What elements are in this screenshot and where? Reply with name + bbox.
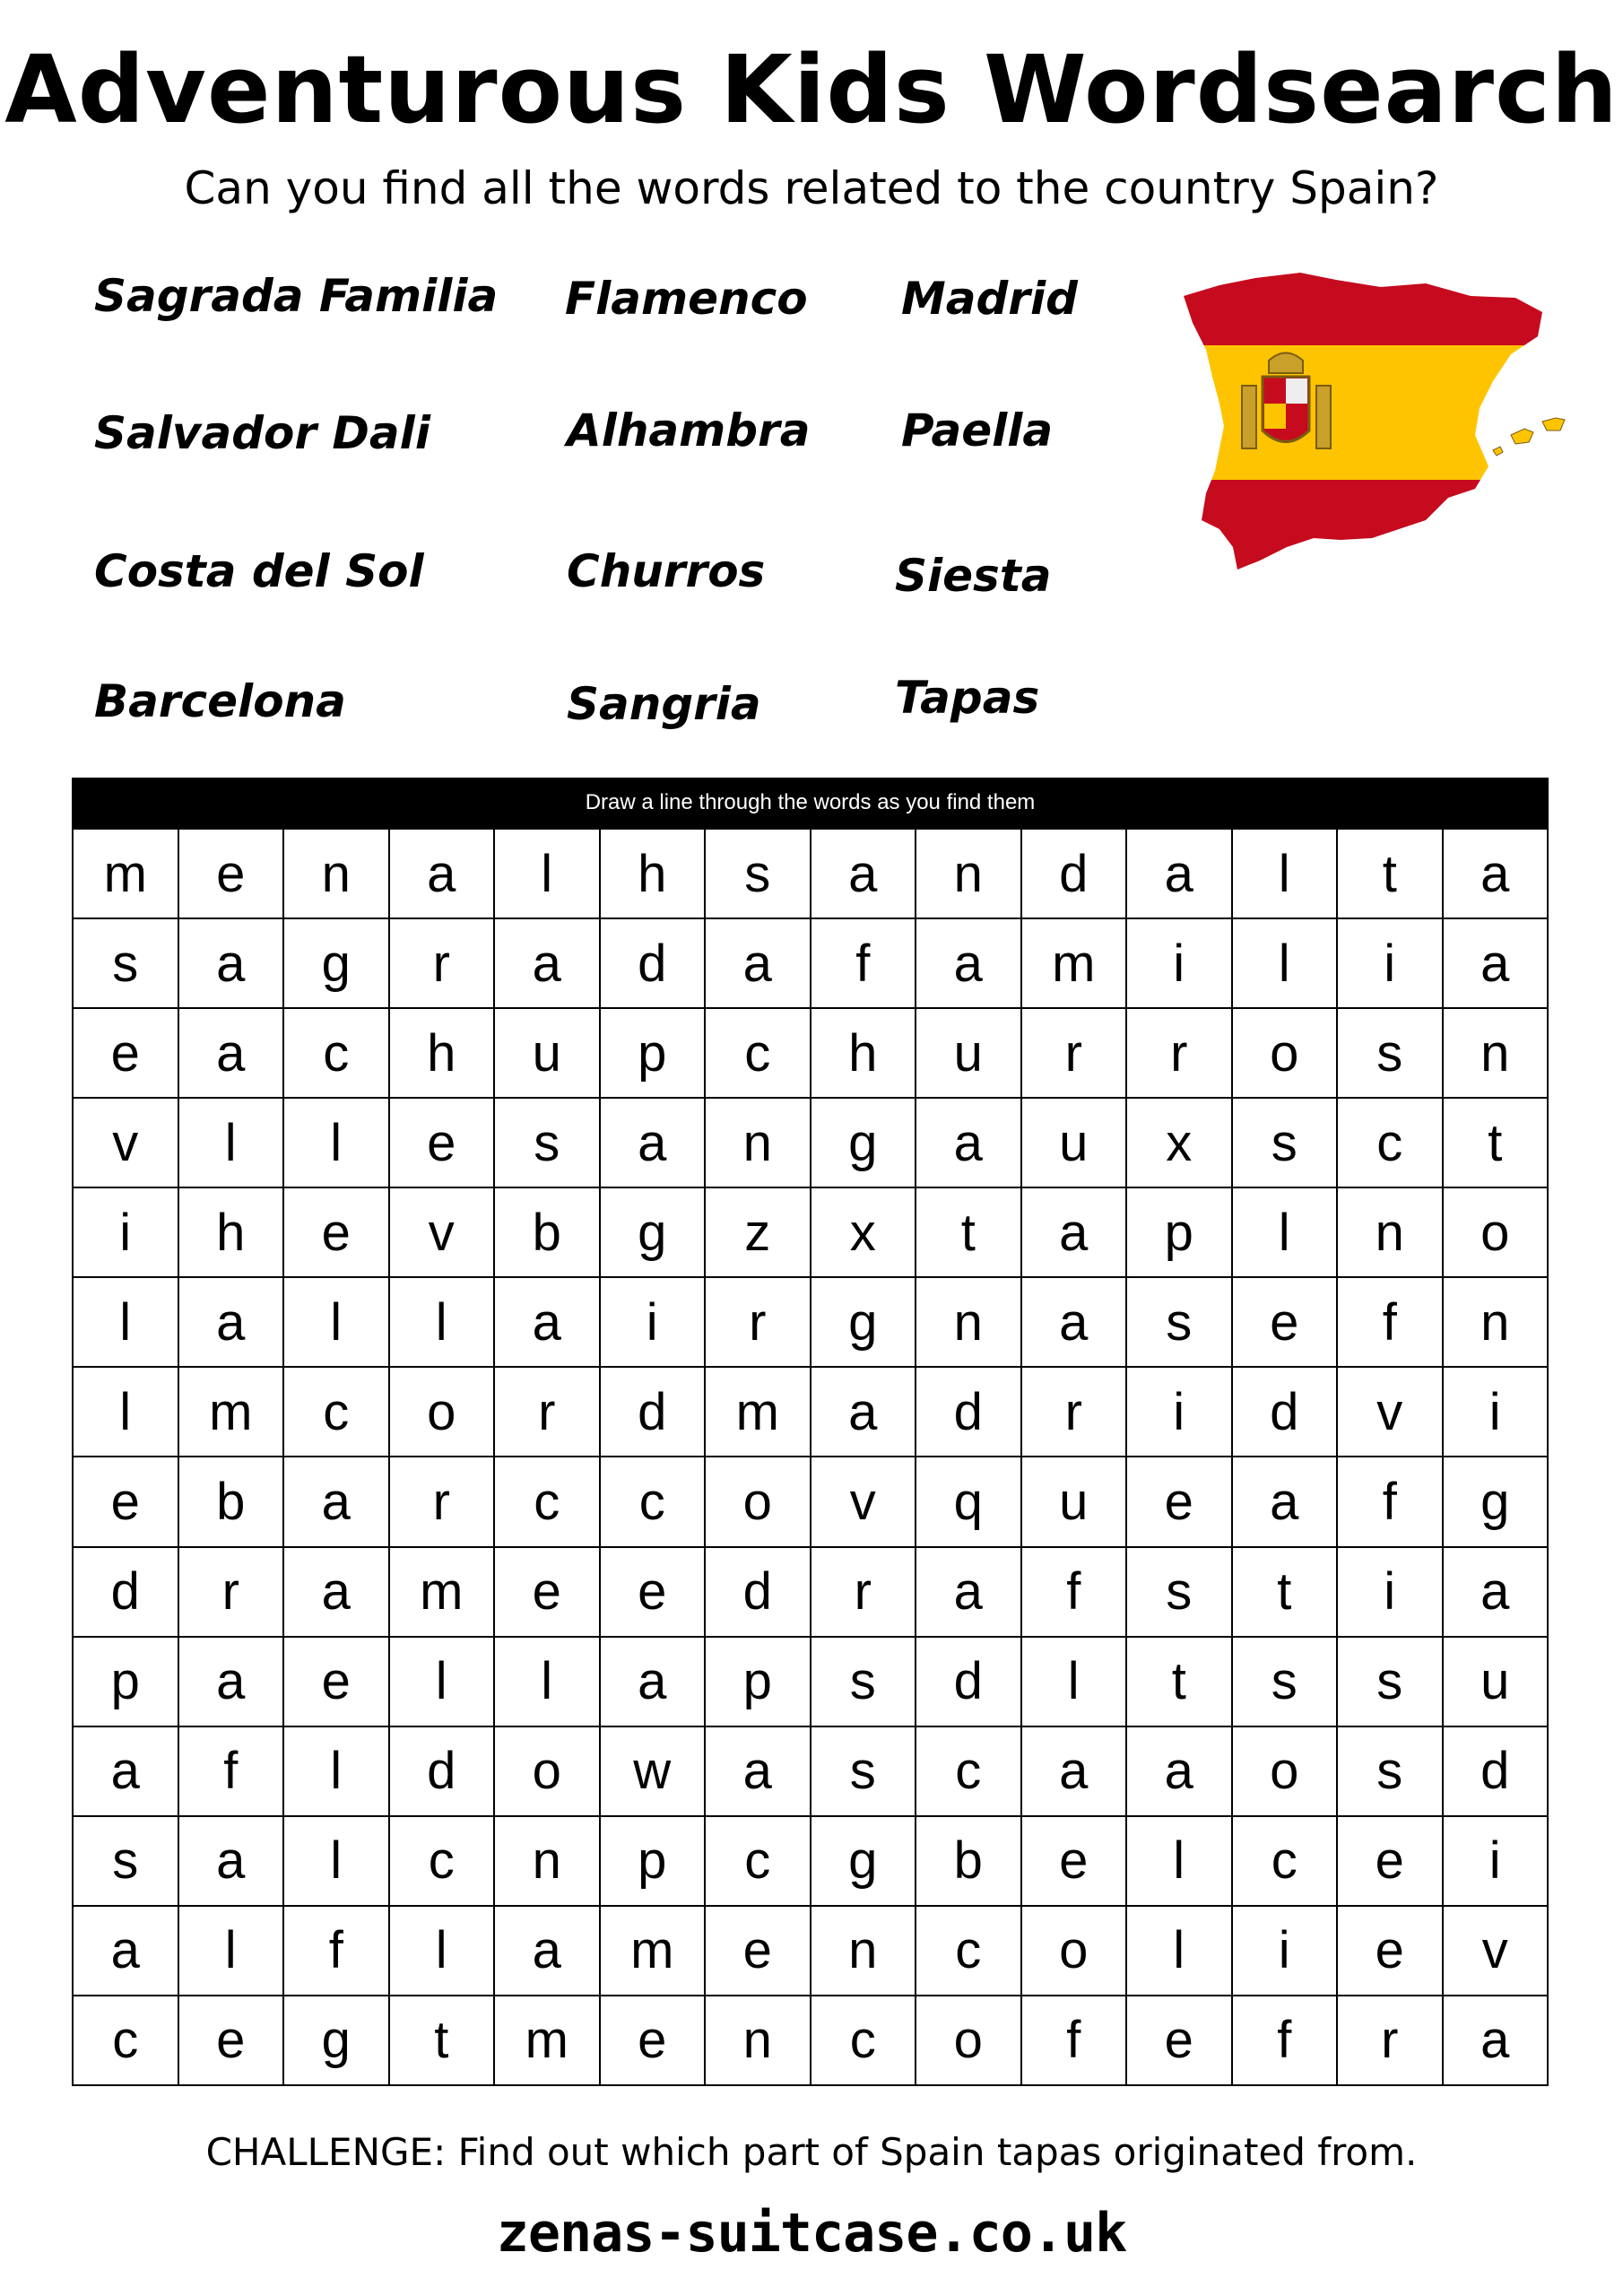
- grid-cell[interactable]: c: [706, 1009, 812, 1099]
- grid-cell[interactable]: h: [390, 1009, 496, 1099]
- grid-cell[interactable]: g: [1444, 1457, 1549, 1547]
- grid-cell[interactable]: r: [495, 1368, 601, 1457]
- grid-cell[interactable]: m: [179, 1368, 285, 1457]
- grid-cell[interactable]: h: [601, 830, 707, 919]
- word-sagrada-familia: Sagrada Familia: [94, 270, 499, 322]
- grid-cell[interactable]: a: [179, 1009, 285, 1099]
- page-title: Adventurous Kids Wordsearch: [4, 35, 1619, 144]
- grid-cell[interactable]: o: [706, 1457, 812, 1547]
- grid-cell[interactable]: a: [916, 919, 1022, 1009]
- grid-cell[interactable]: p: [601, 1009, 707, 1099]
- island-icon: [1511, 429, 1533, 444]
- word-siesta: Siesta: [895, 550, 1052, 602]
- grid-cell[interactable]: a: [1022, 1727, 1128, 1817]
- grid-cell[interactable]: i: [601, 1278, 707, 1368]
- grid-cell[interactable]: e: [179, 830, 285, 919]
- grid-cell[interactable]: g: [284, 1996, 390, 2086]
- challenge-text: CHALLENGE: Find out which part of Spain tapas originated from.: [205, 2130, 1418, 2174]
- grid-cell[interactable]: d: [74, 1548, 179, 1638]
- grid-cell[interactable]: l: [284, 1817, 390, 1907]
- grid-cell[interactable]: a: [916, 1548, 1022, 1638]
- grid-cell[interactable]: a: [1444, 830, 1549, 919]
- grid-cell[interactable]: c: [916, 1727, 1022, 1817]
- grid-cell[interactable]: o: [1233, 1727, 1339, 1817]
- grid-cell[interactable]: z: [706, 1188, 812, 1278]
- grid-cell[interactable]: l: [179, 1099, 285, 1188]
- word-flamenco: Flamenco: [565, 273, 808, 325]
- grid-cell[interactable]: r: [812, 1548, 917, 1638]
- grid-cell[interactable]: i: [1338, 1548, 1444, 1638]
- website-footer: zenas-suitcase.co.uk: [496, 2202, 1127, 2265]
- grid-cell[interactable]: b: [495, 1188, 601, 1278]
- grid-cell[interactable]: x: [1127, 1099, 1233, 1188]
- grid-cell[interactable]: u: [916, 1009, 1022, 1099]
- grid-cell[interactable]: g: [601, 1188, 707, 1278]
- grid-cell[interactable]: a: [916, 1099, 1022, 1188]
- grid-cell[interactable]: t: [1444, 1099, 1549, 1188]
- grid-cell[interactable]: a: [179, 1638, 285, 1727]
- grid-cell[interactable]: a: [601, 1638, 707, 1727]
- grid-cell[interactable]: d: [1233, 1368, 1339, 1457]
- grid-cell[interactable]: o: [1233, 1009, 1339, 1099]
- grid-cell[interactable]: e: [1233, 1278, 1339, 1368]
- word-paella: Paella: [901, 404, 1054, 457]
- grid-cell[interactable]: a: [284, 1457, 390, 1547]
- grid-cell[interactable]: i: [1444, 1368, 1549, 1457]
- grid-cell[interactable]: r: [390, 919, 496, 1009]
- grid-cell[interactable]: a: [1022, 1278, 1128, 1368]
- grid-cell[interactable]: n: [916, 830, 1022, 919]
- grid-cell[interactable]: g: [812, 1278, 917, 1368]
- grid-cell[interactable]: i: [1127, 919, 1233, 1009]
- grid-cell[interactable]: i: [1338, 919, 1444, 1009]
- grid-cell[interactable]: v: [1444, 1907, 1549, 1996]
- subtitle: Can you find all the words related to the country Spain?: [184, 162, 1439, 214]
- grid-cell[interactable]: i: [1127, 1368, 1233, 1457]
- grid-cell[interactable]: d: [706, 1548, 812, 1638]
- grid-cell[interactable]: r: [1338, 1996, 1444, 2086]
- grid-cell[interactable]: n: [1444, 1278, 1549, 1368]
- grid-cell[interactable]: t: [1127, 1638, 1233, 1727]
- grid-cell[interactable]: g: [812, 1817, 917, 1907]
- grid-cell[interactable]: c: [812, 1996, 917, 2086]
- grid-cell[interactable]: a: [601, 1099, 707, 1188]
- grid-cell[interactable]: g: [812, 1099, 917, 1188]
- grid-cell[interactable]: a: [1127, 1727, 1233, 1817]
- grid-cell[interactable]: n: [1338, 1188, 1444, 1278]
- grid-cell[interactable]: e: [1127, 1457, 1233, 1547]
- grid-cell[interactable]: c: [1338, 1099, 1444, 1188]
- grid-cell[interactable]: v: [812, 1457, 917, 1547]
- grid-cell[interactable]: a: [1022, 1188, 1128, 1278]
- grid-cell[interactable]: m: [601, 1907, 707, 1996]
- instruction-banner: Draw a line through the words as you find them: [72, 778, 1549, 828]
- grid-cell[interactable]: a: [812, 1368, 917, 1457]
- grid-cell[interactable]: f: [1022, 1996, 1128, 2086]
- grid-cell[interactable]: f: [1338, 1278, 1444, 1368]
- grid-cell[interactable]: n: [706, 1996, 812, 2086]
- grid-cell[interactable]: c: [284, 1009, 390, 1099]
- grid-cell[interactable]: s: [74, 1817, 179, 1907]
- grid-cell[interactable]: o: [1444, 1188, 1549, 1278]
- grid-cell[interactable]: r: [390, 1457, 496, 1547]
- grid-cell[interactable]: b: [179, 1457, 285, 1547]
- grid-cell[interactable]: d: [916, 1368, 1022, 1457]
- grid-cell[interactable]: e: [74, 1009, 179, 1099]
- grid-cell[interactable]: s: [812, 1727, 917, 1817]
- grid-cell[interactable]: e: [179, 1996, 285, 2086]
- grid-cell[interactable]: a: [706, 919, 812, 1009]
- grid-cell[interactable]: m: [706, 1368, 812, 1457]
- grid-cell[interactable]: a: [179, 919, 285, 1009]
- grid-cell[interactable]: u: [495, 1009, 601, 1099]
- grid-cell[interactable]: l: [74, 1278, 179, 1368]
- wordsearch-grid[interactable]: [72, 828, 1549, 2086]
- grid-cell[interactable]: p: [74, 1638, 179, 1727]
- grid-cell[interactable]: t: [390, 1996, 496, 2086]
- grid-cell[interactable]: i: [1233, 1907, 1339, 1996]
- grid-cell[interactable]: c: [1233, 1817, 1339, 1907]
- grid-cell[interactable]: u: [1022, 1099, 1128, 1188]
- grid-cell[interactable]: e: [601, 1996, 707, 2086]
- grid-cell[interactable]: s: [1338, 1638, 1444, 1727]
- grid-cell[interactable]: n: [495, 1817, 601, 1907]
- grid-cell[interactable]: c: [916, 1907, 1022, 1996]
- grid-cell[interactable]: a: [74, 1907, 179, 1996]
- grid-cell[interactable]: d: [601, 1368, 707, 1457]
- grid-cell[interactable]: s: [1127, 1278, 1233, 1368]
- grid-cell[interactable]: d: [1444, 1727, 1549, 1817]
- grid-cell[interactable]: i: [1444, 1817, 1549, 1907]
- grid-cell[interactable]: s: [495, 1099, 601, 1188]
- grid-cell[interactable]: w: [601, 1727, 707, 1817]
- grid-cell[interactable]: c: [601, 1457, 707, 1547]
- grid-cell[interactable]: l: [1022, 1638, 1128, 1727]
- grid-cell[interactable]: a: [495, 1907, 601, 1996]
- grid-cell[interactable]: s: [1338, 1009, 1444, 1099]
- grid-cell[interactable]: e: [706, 1907, 812, 1996]
- grid-cell[interactable]: l: [1127, 1907, 1233, 1996]
- word-sangria: Sangria: [567, 678, 761, 730]
- grid-cell[interactable]: l: [1233, 830, 1339, 919]
- grid-cell[interactable]: l: [390, 1278, 496, 1368]
- grid-cell[interactable]: a: [706, 1727, 812, 1817]
- grid-cell[interactable]: u: [1022, 1457, 1128, 1547]
- grid-cell[interactable]: v: [74, 1099, 179, 1188]
- grid-cell[interactable]: t: [916, 1188, 1022, 1278]
- grid-cell[interactable]: o: [1022, 1907, 1128, 1996]
- word-tapas: Tapas: [895, 672, 1040, 724]
- grid-cell[interactable]: a: [1444, 1996, 1549, 2086]
- grid-cell[interactable]: f: [1233, 1996, 1339, 2086]
- grid-cell[interactable]: x: [812, 1188, 917, 1278]
- grid-cell[interactable]: s: [74, 919, 179, 1009]
- grid-cell[interactable]: c: [495, 1457, 601, 1547]
- grid-cell[interactable]: a: [1444, 919, 1549, 1009]
- grid-cell[interactable]: e: [1338, 1817, 1444, 1907]
- grid-cell[interactable]: f: [284, 1907, 390, 1996]
- grid-cell[interactable]: s: [1127, 1548, 1233, 1638]
- grid-cell[interactable]: f: [1338, 1457, 1444, 1547]
- grid-cell[interactable]: e: [1338, 1907, 1444, 1996]
- grid-cell[interactable]: c: [706, 1817, 812, 1907]
- flag-red-bottom: [1157, 480, 1587, 583]
- grid-cell[interactable]: a: [1127, 830, 1233, 919]
- grid-cell[interactable]: a: [179, 1278, 285, 1368]
- grid-cell[interactable]: s: [1233, 1638, 1339, 1727]
- grid-cell[interactable]: c: [284, 1368, 390, 1457]
- grid-cell[interactable]: l: [284, 1727, 390, 1817]
- grid-cell[interactable]: f: [179, 1727, 285, 1817]
- grid-cell[interactable]: a: [1444, 1548, 1549, 1638]
- grid-cell[interactable]: e: [74, 1457, 179, 1547]
- grid-cell[interactable]: s: [812, 1638, 917, 1727]
- word-alhambra: Alhambra: [567, 404, 811, 457]
- grid-cell[interactable]: p: [706, 1638, 812, 1727]
- grid-cell[interactable]: b: [916, 1817, 1022, 1907]
- grid-cell[interactable]: c: [74, 1996, 179, 2086]
- grid-cell[interactable]: m: [495, 1996, 601, 2086]
- grid-cell[interactable]: a: [495, 919, 601, 1009]
- grid-cell[interactable]: d: [390, 1727, 496, 1817]
- grid-cell[interactable]: l: [284, 1278, 390, 1368]
- grid-cell[interactable]: o: [390, 1368, 496, 1457]
- island-icon: [1493, 447, 1503, 456]
- island-icon: [1542, 418, 1565, 430]
- word-churros: Churros: [567, 545, 766, 597]
- grid-cell[interactable]: r: [179, 1548, 285, 1638]
- word-madrid: Madrid: [901, 273, 1078, 325]
- grid-cell[interactable]: a: [495, 1278, 601, 1368]
- grid-cell[interactable]: a: [74, 1727, 179, 1817]
- grid-cell[interactable]: l: [74, 1368, 179, 1457]
- grid-cell[interactable]: r: [706, 1278, 812, 1368]
- grid-cell[interactable]: c: [390, 1817, 496, 1907]
- grid-cell[interactable]: m: [74, 830, 179, 919]
- grid-cell[interactable]: l: [495, 1638, 601, 1727]
- grid-cell[interactable]: q: [916, 1457, 1022, 1547]
- grid-cell[interactable]: h: [812, 1009, 917, 1099]
- grid-cell[interactable]: r: [1022, 1009, 1128, 1099]
- grid-cell[interactable]: e: [601, 1548, 707, 1638]
- grid-cell[interactable]: e: [284, 1188, 390, 1278]
- grid-cell[interactable]: i: [74, 1188, 179, 1278]
- grid-cell[interactable]: s: [1233, 1099, 1339, 1188]
- grid-cell[interactable]: e: [1127, 1996, 1233, 2086]
- grid-cell[interactable]: f: [812, 919, 917, 1009]
- grid-cell[interactable]: a: [179, 1817, 285, 1907]
- grid-cell[interactable]: l: [1233, 1188, 1339, 1278]
- grid-cell[interactable]: s: [706, 830, 812, 919]
- grid-cell[interactable]: g: [284, 919, 390, 1009]
- grid-cell[interactable]: r: [1022, 1368, 1128, 1457]
- grid-cell[interactable]: v: [1338, 1368, 1444, 1457]
- grid-cell[interactable]: e: [495, 1548, 601, 1638]
- word-salvador-dali: Salvador Dali: [94, 407, 430, 459]
- grid-cell[interactable]: m: [1022, 919, 1128, 1009]
- grid-cell[interactable]: e: [284, 1638, 390, 1727]
- grid-cell[interactable]: a: [284, 1548, 390, 1638]
- grid-cell[interactable]: u: [1444, 1638, 1549, 1727]
- grid-cell[interactable]: d: [916, 1638, 1022, 1727]
- grid-cell[interactable]: l: [1233, 919, 1339, 1009]
- grid-cell[interactable]: n: [706, 1099, 812, 1188]
- grid-cell[interactable]: l: [179, 1907, 285, 1996]
- grid-cell[interactable]: l: [495, 830, 601, 919]
- grid-cell[interactable]: h: [179, 1188, 285, 1278]
- word-barcelona: Barcelona: [94, 675, 346, 727]
- grid-cell[interactable]: l: [284, 1099, 390, 1188]
- grid-cell[interactable]: l: [390, 1638, 496, 1727]
- word-costa-del-sol: Costa del Sol: [94, 545, 424, 597]
- grid-cell[interactable]: a: [812, 830, 917, 919]
- grid-cell[interactable]: l: [1127, 1817, 1233, 1907]
- flag-red-top: [1157, 260, 1587, 345]
- grid-cell[interactable]: o: [916, 1996, 1022, 2086]
- grid-cell[interactable]: n: [916, 1278, 1022, 1368]
- grid-cell[interactable]: a: [1233, 1457, 1339, 1547]
- grid-cell[interactable]: t: [1338, 830, 1444, 919]
- grid-cell[interactable]: l: [390, 1907, 496, 1996]
- grid-cell[interactable]: s: [1338, 1727, 1444, 1817]
- grid-cell[interactable]: m: [390, 1548, 496, 1638]
- grid-cell[interactable]: r: [1127, 1009, 1233, 1099]
- grid-cell[interactable]: n: [812, 1907, 917, 1996]
- grid-cell[interactable]: p: [1127, 1188, 1233, 1278]
- grid-cell[interactable]: f: [1022, 1548, 1128, 1638]
- grid-cell[interactable]: d: [1022, 830, 1128, 919]
- grid-cell[interactable]: t: [1233, 1548, 1339, 1638]
- grid-cell[interactable]: e: [390, 1099, 496, 1188]
- grid-cell[interactable]: a: [390, 830, 496, 919]
- grid-cell[interactable]: e: [1022, 1817, 1128, 1907]
- grid-cell[interactable]: n: [1444, 1009, 1549, 1099]
- flag-yellow-band: [1157, 345, 1587, 480]
- grid-cell[interactable]: n: [284, 830, 390, 919]
- grid-cell[interactable]: v: [390, 1188, 496, 1278]
- grid-cell[interactable]: d: [601, 919, 707, 1009]
- grid-cell[interactable]: p: [601, 1817, 707, 1907]
- spain-flag-map-icon: [1157, 260, 1587, 583]
- grid-cell[interactable]: o: [495, 1727, 601, 1817]
